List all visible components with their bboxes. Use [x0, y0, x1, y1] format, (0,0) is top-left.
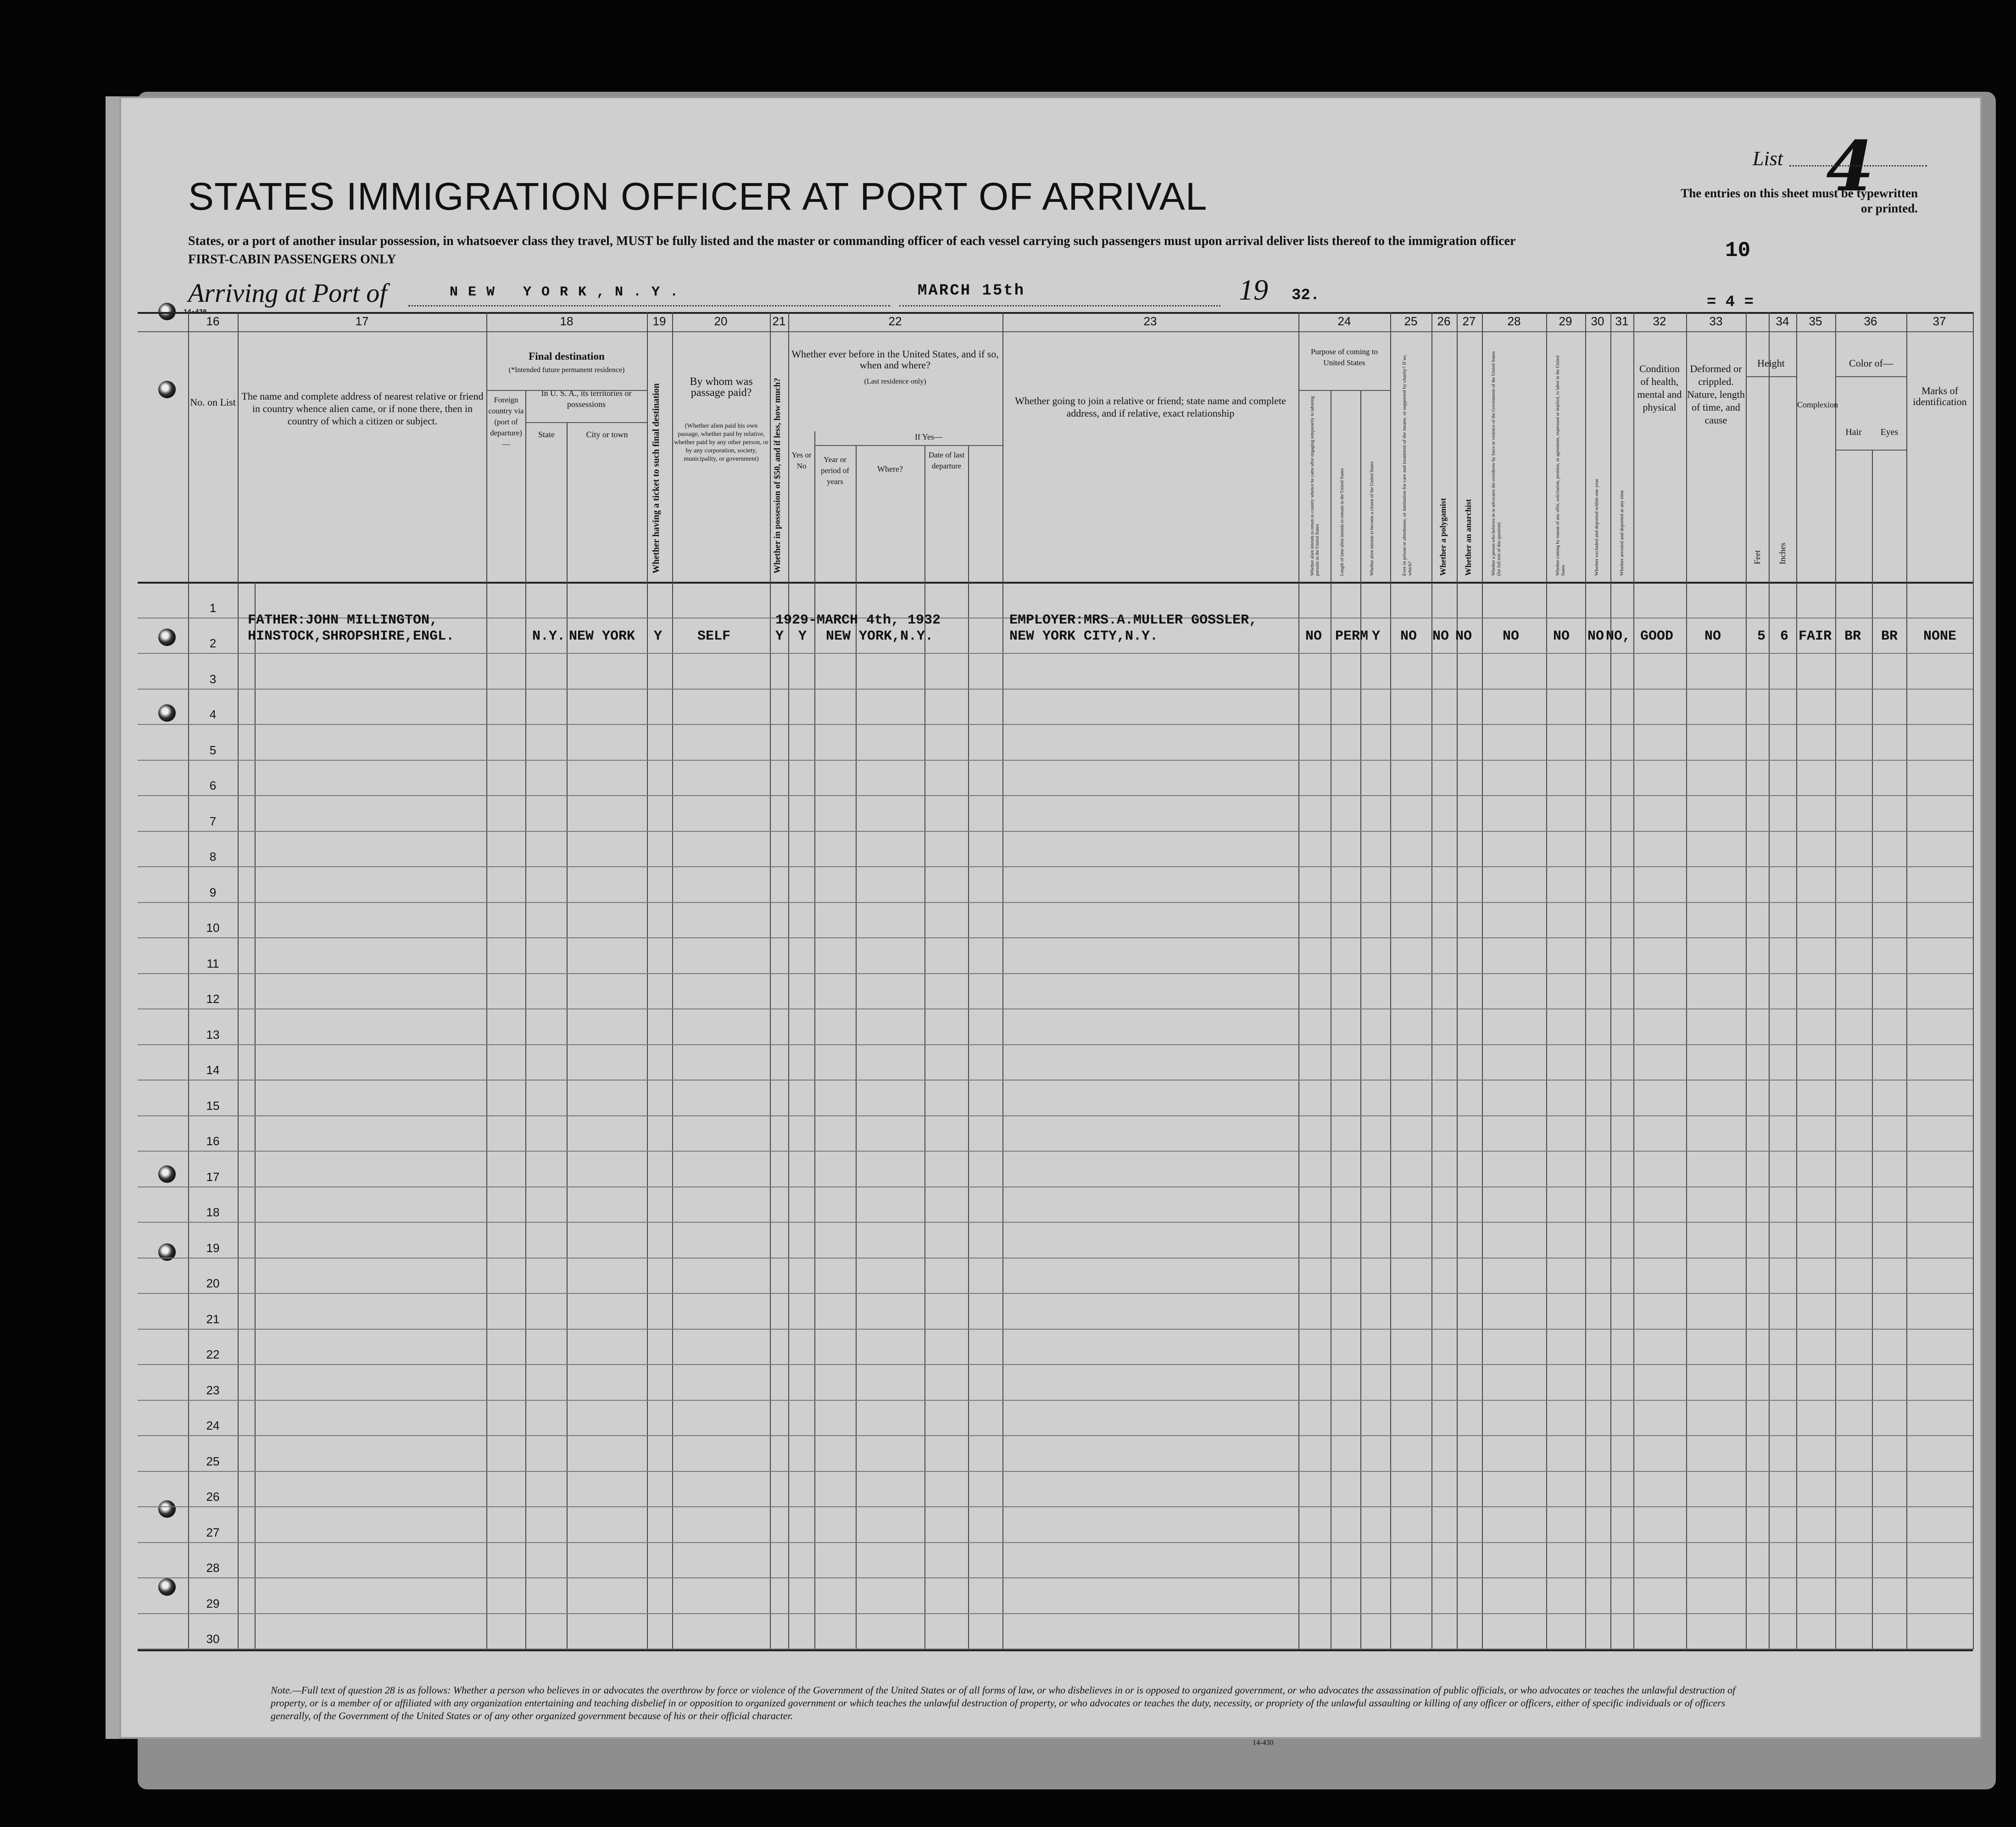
- sheet-number: 10: [1725, 239, 1751, 262]
- header-money: Whether in possession of $50, and if less, how much?: [773, 378, 782, 574]
- header-city: City or town: [586, 430, 628, 439]
- row-number: 10: [206, 921, 220, 935]
- page-title: STATES IMMIGRATION OFFICER AT PORT OF ARRIVAL: [188, 175, 1208, 218]
- entry-state: N.Y.: [532, 629, 566, 644]
- arriving-label: Arriving at Port of: [188, 278, 387, 308]
- header-year-period: Year or period of years: [821, 455, 849, 486]
- entry-purpose-a: NO: [1305, 629, 1322, 644]
- entry-q30: NO: [1587, 629, 1604, 644]
- header-where: Where?: [877, 464, 903, 473]
- footnote-q28: Note.—Full text of question 28 is as follows: Whether a person who believes in or advocates the overthrow by force or violence of the Government of the United States or of all forms of law, or who disbelieves in or is opposed to organized government, or who advocates the assassination of public officials, or who advocates or teaches the unlawful destruction of property, or is a member of or affiliated with any organization entertaining and teaching disbelief in or opposition to organized government or which teaches the unlawful destruction of property, or who advocates or teaches the duty, necessity, or propriety of the unlawful assaulting or killing of any officer or officers, either of specific individuals or of officers generally, of the Government of the United States or of any other organized government because of his or their official character.: [271, 1684, 1736, 1721]
- header-no-on-list: No. on List: [190, 396, 236, 408]
- header-final-destination-note: (*Intended future permanent residence): [508, 366, 625, 374]
- entry-prison: NO: [1400, 629, 1417, 644]
- row-rule: [138, 1258, 1973, 1259]
- row-number: 28: [206, 1561, 220, 1575]
- entry-yes-no: Y: [798, 629, 807, 644]
- row-rule: [138, 1080, 1973, 1081]
- row-rule: [138, 1008, 1973, 1009]
- form-code-bottom: 14-430: [1253, 1739, 1274, 1747]
- row-number: 25: [206, 1454, 220, 1468]
- year-suffix: 32.: [1292, 287, 1320, 304]
- entry-years: 1929-MARCH 4th, 1932: [775, 613, 941, 628]
- col-num: 21: [772, 314, 786, 328]
- row-rule: [138, 1435, 1973, 1436]
- entry-polygamist: NO: [1432, 629, 1449, 644]
- col-num: 25: [1404, 314, 1418, 328]
- entry-relative-line2: HINSTOCK,SHROPSHIRE,ENGL.: [248, 629, 455, 644]
- entry-hair: BR: [1844, 629, 1861, 644]
- header-marks: Marks of identification: [1913, 385, 1967, 407]
- row-rule: [138, 937, 1973, 938]
- col-num: 24: [1337, 314, 1351, 328]
- entry-inches: 6: [1780, 629, 1789, 644]
- row-number: 13: [206, 1027, 220, 1042]
- header-purpose-b: Length of time alien intends to remain in the United States: [1340, 468, 1345, 576]
- row-rule: [138, 973, 1973, 974]
- row-number: 4: [209, 707, 217, 721]
- col-num: 31: [1615, 314, 1629, 328]
- row-number: 12: [206, 992, 220, 1006]
- entry-city: NEW YORK: [569, 629, 635, 644]
- entry-q31: NO,: [1606, 629, 1631, 644]
- header-q29: Whether coming by reason of any offer, solicitation, promise, or agreement, expressed or implied, to labor in the United States: [1555, 355, 1566, 576]
- row-rule: [138, 1044, 1973, 1045]
- row-rule: [138, 866, 1973, 867]
- col-num: 23: [1143, 314, 1157, 328]
- row-rule: [138, 1471, 1973, 1472]
- col-num: 29: [1559, 314, 1572, 328]
- col-num: 16: [206, 314, 220, 328]
- col-num: 17: [355, 314, 369, 328]
- row-number: 29: [206, 1596, 220, 1610]
- header-color-of: Color of—: [1849, 357, 1893, 369]
- col-num: 32: [1653, 314, 1666, 328]
- entry-join-line2: NEW YORK CITY,N.Y.: [1009, 629, 1158, 644]
- header-purpose: Purpose of coming to United States: [1311, 347, 1378, 367]
- col-num: 28: [1507, 314, 1521, 328]
- port-value: NEW YORK,N.Y.: [450, 284, 689, 300]
- row-number: 18: [206, 1205, 220, 1219]
- col-num: 36: [1864, 314, 1877, 328]
- entry-purpose-b: PERM: [1335, 629, 1369, 644]
- col-num: 26: [1437, 314, 1451, 328]
- header-inches: Inches: [1778, 543, 1787, 564]
- row-rule: [138, 1115, 1973, 1116]
- manifest-table: [138, 308, 1973, 1652]
- row-number: 20: [206, 1276, 220, 1290]
- row-rule: [138, 1400, 1973, 1401]
- header-join-relative: Whether going to join a relative or friend; state name and complete address, and if relative, exact relationship: [1015, 395, 1286, 419]
- row-rule: [138, 653, 1973, 654]
- row-rule: [138, 902, 1973, 903]
- header-by-whom: By whom was passage paid?: [690, 376, 753, 399]
- header-eyes: Eyes: [1880, 427, 1899, 437]
- entry-marks: NONE: [1923, 629, 1957, 644]
- row-rule: [138, 831, 1973, 832]
- manifest-sheet: [106, 96, 1982, 1747]
- entry-passage: SELF: [697, 629, 731, 644]
- header-relative: The name and complete address of nearest relative or friend in country whence alien came, or if none there, then in country of which a citizen or subject.: [241, 390, 484, 427]
- col-num: 27: [1462, 314, 1476, 328]
- header-deformed: Deformed or crippled. Nature, length of time, and cause: [1687, 363, 1745, 426]
- col-num: 33: [1709, 314, 1723, 328]
- row-number: 17: [206, 1170, 220, 1184]
- col-num: 19: [652, 314, 666, 328]
- col-num: 20: [714, 314, 728, 328]
- entry-complexion: FAIR: [1799, 629, 1832, 644]
- header-anarchist: Whether an anarchist: [1464, 499, 1473, 576]
- row-rule: [138, 689, 1973, 690]
- entry-deformed: NO: [1704, 629, 1721, 644]
- row-number: 3: [209, 672, 217, 686]
- header-height: Height: [1757, 357, 1785, 369]
- row-number: 26: [206, 1490, 220, 1504]
- row-rule: [138, 1364, 1973, 1365]
- row-rule: [138, 760, 1973, 761]
- entry-purpose-c: Y: [1372, 629, 1381, 644]
- row-number: 14: [206, 1063, 220, 1077]
- entry-money: Y: [775, 629, 784, 644]
- header-q30: Whether excluded and deported within one year: [1594, 479, 1599, 576]
- list-number: 4: [1826, 126, 1874, 207]
- header-foreign-country: Foreign country via (port of departure)—: [488, 395, 524, 448]
- header-ever-before-note: (Last residence only): [864, 378, 926, 385]
- row-rule: [138, 1542, 1973, 1543]
- row-rule: [138, 1186, 1973, 1187]
- entry-eyes: BR: [1881, 629, 1898, 644]
- row-number: 21: [206, 1312, 220, 1326]
- row-number: 11: [206, 956, 219, 970]
- header-purpose-c: Whether alien intends to become a citizen of the United States: [1370, 461, 1375, 576]
- header-polygamist: Whether a polygamist: [1438, 498, 1448, 576]
- entry-relative-line1: FATHER:JOHN MILLINGTON,: [248, 613, 438, 628]
- header-purpose-a: Whether alien intends to return to country whence he came after engaging temporarily in laboring pursuits in the United States: [1310, 396, 1320, 576]
- header-yes-no: Yes or No: [791, 451, 812, 470]
- port-underline: [408, 305, 890, 306]
- header-if-yes: If Yes—: [914, 432, 942, 441]
- row-rule: [138, 1222, 1973, 1223]
- header-feet: Feet: [1753, 550, 1762, 564]
- header-by-whom-note: (Whether alien paid his own passage, whether paid by relative, whether paid by any other person, or by any corporation, society, municipality, or government): [674, 423, 769, 462]
- entry-q29: NO: [1553, 629, 1570, 644]
- row-rule: [138, 1329, 1973, 1330]
- row-rule: [138, 724, 1973, 725]
- header-q31: Whether arrested and deported at any time: [1619, 490, 1625, 576]
- row-number: 5: [209, 743, 217, 757]
- year-prefix: 19: [1239, 273, 1268, 306]
- col-num: 18: [560, 314, 574, 328]
- row-number: 30: [206, 1632, 220, 1646]
- entry-q28: NO: [1503, 629, 1520, 644]
- header-in-usa: In U. S. A., its territories or possessions: [541, 389, 632, 409]
- row-number: 19: [206, 1241, 220, 1255]
- row-number: 16: [206, 1134, 220, 1148]
- row-rule: [138, 1293, 1973, 1294]
- row-rule: [138, 1613, 1973, 1614]
- row-number: 8: [209, 850, 217, 863]
- list-underline: [1789, 165, 1927, 167]
- entry-ticket: Y: [654, 629, 663, 644]
- entry-feet: 5: [1757, 629, 1766, 644]
- row-rule: [138, 795, 1973, 796]
- entry-anarchist: NO: [1455, 629, 1472, 644]
- header-ticket: Whether having a ticket to such final destination: [651, 383, 661, 574]
- entry-health: GOOD: [1640, 629, 1674, 644]
- instructions: The entries on this sheet must be typewritten or printed.: [1681, 186, 1918, 215]
- row-rule: [138, 1577, 1973, 1578]
- row-number: 27: [206, 1525, 220, 1539]
- form-code-top: 14-430: [184, 308, 207, 316]
- date-underline: [899, 305, 1220, 306]
- header-hair: Hair: [1845, 427, 1862, 437]
- header-q28: Whether a person who believes in or advocates the overthrow by force or violence of the Government of the United States (for full text of this question): [1491, 351, 1502, 576]
- col-num: 35: [1809, 314, 1822, 328]
- entry-join-line1: EMPLOYER:MRS.A.MULLER GOSSLER,: [1009, 613, 1258, 628]
- page-mark: = 4 =: [1707, 294, 1754, 311]
- row-number: 6: [209, 779, 217, 792]
- row-number: 22: [206, 1348, 220, 1361]
- row-rule: [138, 1151, 1973, 1152]
- row-number: 15: [206, 1098, 220, 1113]
- arrival-date: MARCH 15th: [918, 282, 1025, 300]
- col-num: 22: [888, 314, 902, 328]
- list-label: List: [1753, 147, 1783, 170]
- col-num: 30: [1591, 314, 1604, 328]
- header-state: State: [538, 430, 555, 439]
- header-class: FIRST-CABIN PASSENGERS ONLY: [188, 252, 396, 267]
- header-date-departure: Date of last departure: [928, 451, 965, 470]
- header-complexion: Complexion: [1797, 400, 1838, 409]
- col-num: 37: [1932, 314, 1946, 328]
- col-num: 34: [1776, 314, 1789, 328]
- row-number: 9: [209, 885, 217, 899]
- header-final-destination: Final destination: [529, 351, 605, 362]
- header-subtitle: States, or a port of another insular possession, in whatsoever class they travel, MUST be fully listed and the master or commanding officer of each vessel carrying such passengers must upon arrival deliver lists thereof to the immigration officer: [188, 234, 1516, 248]
- entry-where: NEW YORK,N.Y.: [826, 629, 934, 644]
- row-number: 23: [206, 1383, 220, 1397]
- row-rule: [138, 1506, 1973, 1507]
- row-number: 1: [209, 601, 217, 615]
- row-number: 2: [209, 636, 217, 650]
- header-health: Condition of health, mental and physical: [1637, 363, 1682, 413]
- row-number: 7: [209, 814, 217, 828]
- header-ever-before: Whether ever before in the United States, and if so, when and where?: [791, 348, 999, 371]
- row-number: 24: [206, 1419, 220, 1432]
- header-prison: Ever in prison or almshouse, or institution for care and treatment of the insane, or supported by charity? If so, which?: [1402, 354, 1413, 576]
